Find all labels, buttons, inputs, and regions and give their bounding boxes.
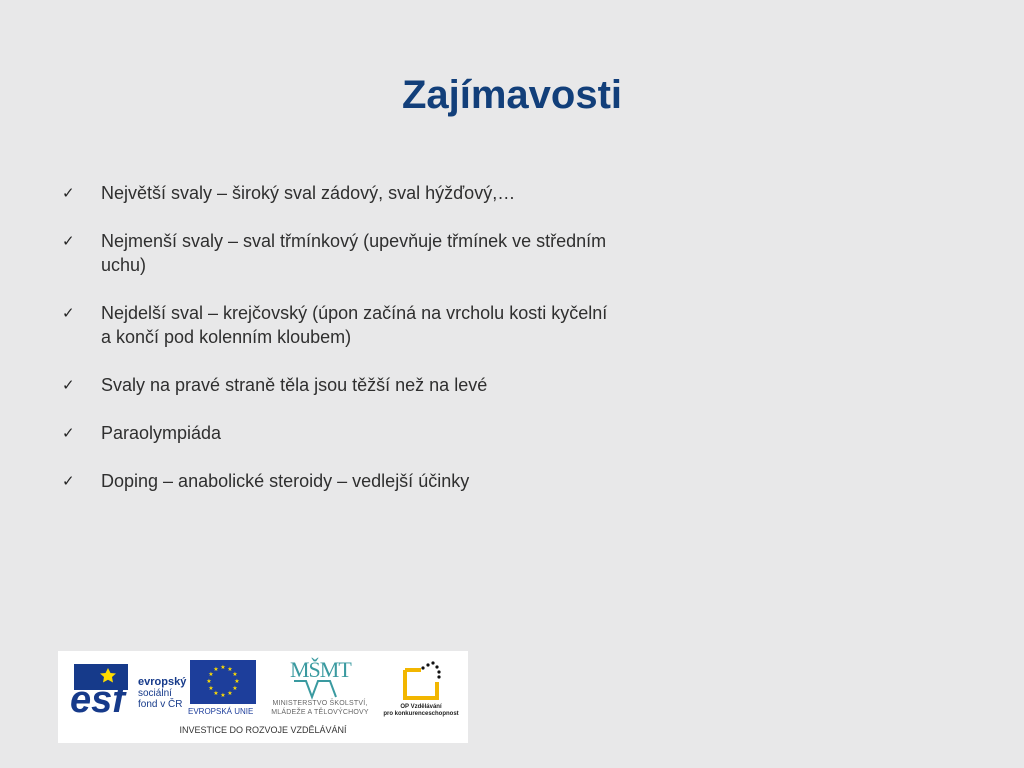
bullet-text: Svaly na pravé straně těla jsou těžší než na levé bbox=[101, 375, 488, 395]
check-icon: ✓ bbox=[62, 304, 75, 322]
funding-logo-strip bbox=[58, 651, 468, 743]
op-logo-icon bbox=[393, 658, 453, 706]
check-icon: ✓ bbox=[62, 472, 75, 490]
bullet-item bbox=[62, 301, 622, 349]
bullet-item bbox=[62, 469, 622, 493]
svg-text:MŠMT: MŠMT bbox=[290, 657, 351, 682]
bullet-item bbox=[62, 181, 622, 205]
svg-text:★: ★ bbox=[232, 685, 238, 692]
svg-text:★: ★ bbox=[206, 678, 212, 685]
bullet-item bbox=[62, 229, 622, 277]
bullet-item bbox=[62, 421, 622, 445]
svg-text:★: ★ bbox=[232, 671, 238, 678]
op-line-2: pro konkurenceschopnost bbox=[383, 711, 459, 717]
svg-text:★: ★ bbox=[213, 690, 219, 697]
op-label bbox=[376, 704, 466, 718]
esf-logo-icon bbox=[68, 660, 132, 718]
esf-line-2: sociální bbox=[138, 688, 172, 699]
svg-text:★: ★ bbox=[208, 685, 214, 692]
msmt-label bbox=[261, 699, 379, 717]
eu-flag-icon bbox=[190, 660, 256, 704]
svg-text:★: ★ bbox=[213, 666, 219, 673]
bullet-text: Nejdelší sval – krejčovský (úpon začíná na vrcholu kosti kyčelní a končí pod kolenním kloubem) bbox=[101, 303, 608, 347]
svg-text:★: ★ bbox=[220, 692, 226, 699]
check-icon: ✓ bbox=[62, 376, 75, 394]
check-icon: ✓ bbox=[62, 424, 75, 442]
bullet-text: Nejmenší svaly – sval třmínkový (upevňuje třmínek ve středním uchu) bbox=[101, 231, 607, 275]
svg-text:★: ★ bbox=[227, 690, 233, 697]
bullet-item bbox=[62, 373, 622, 397]
svg-text:★: ★ bbox=[220, 664, 226, 671]
svg-text:★: ★ bbox=[234, 678, 240, 685]
svg-text:esf: esf bbox=[70, 679, 125, 718]
msmt-line-1: MINISTERSTVO ŠKOLSTVÍ, bbox=[272, 700, 368, 707]
eu-label: EVROPSKÁ UNIE bbox=[188, 707, 254, 716]
msmt-line-2: MLÁDEŽE A TĚLOVÝCHOVY bbox=[271, 709, 369, 716]
esf-line-3: fond v ČR bbox=[138, 699, 183, 710]
svg-text:★: ★ bbox=[208, 671, 214, 678]
bullet-text: Paraolympiáda bbox=[101, 423, 222, 443]
svg-text:★: ★ bbox=[227, 666, 233, 673]
bullet-text: Největší svaly – široký sval zádový, sval hýžďový,… bbox=[101, 183, 516, 203]
esf-line-1: evropský bbox=[138, 676, 187, 688]
msmt-logo-icon bbox=[286, 657, 358, 703]
bullet-list bbox=[62, 181, 622, 517]
bullet-text: Doping – anabolické steroidy – vedlejší účinky bbox=[101, 471, 470, 491]
slide-title: Zajímavosti bbox=[401, 73, 623, 117]
op-line-1: OP Vzdělávání bbox=[400, 704, 442, 710]
investice-footer: INVESTICE DO ROZVOJE VZDĚLÁVÁNÍ bbox=[179, 725, 347, 735]
check-icon: ✓ bbox=[62, 232, 75, 250]
esf-logo-text bbox=[138, 677, 186, 710]
check-icon: ✓ bbox=[62, 184, 75, 202]
